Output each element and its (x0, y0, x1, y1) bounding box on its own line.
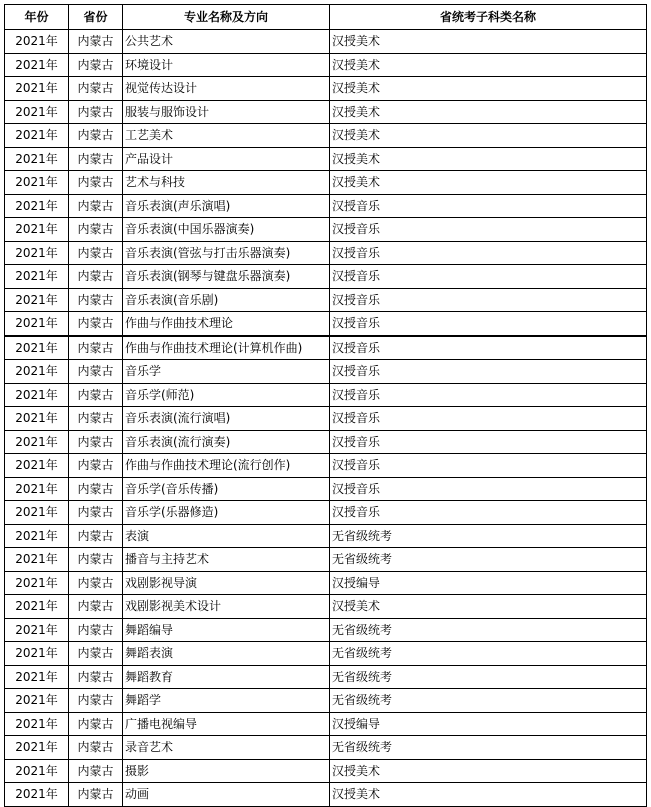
cell-major: 作曲与作曲技术理论 (123, 312, 330, 336)
cell-province: 内蒙古 (69, 642, 123, 666)
header-major: 专业名称及方向 (123, 5, 330, 30)
table-row (5, 218, 647, 242)
cell-major: 作曲与作曲技术理论(计算机作曲) (123, 336, 330, 360)
table-row (5, 524, 647, 548)
table-body (5, 30, 647, 807)
cell-province: 内蒙古 (69, 430, 123, 454)
cell-major: 音乐表演(钢琴与键盘乐器演奏) (123, 265, 330, 289)
cell-province: 内蒙古 (69, 100, 123, 124)
cell-subcategory: 汉授音乐 (330, 383, 647, 407)
cell-major: 舞蹈编导 (123, 618, 330, 642)
cell-year: 2021年 (5, 77, 69, 101)
cell-subcategory: 汉授美术 (330, 783, 647, 807)
cell-province: 内蒙古 (69, 454, 123, 478)
cell-subcategory: 汉授音乐 (330, 454, 647, 478)
table-header-row (5, 5, 647, 30)
table-row (5, 736, 647, 760)
cell-year: 2021年 (5, 430, 69, 454)
majors-table (4, 4, 647, 807)
cell-subcategory: 汉授美术 (330, 759, 647, 783)
cell-major: 音乐表演(中国乐器演奏) (123, 218, 330, 242)
cell-major: 服装与服饰设计 (123, 100, 330, 124)
cell-province: 内蒙古 (69, 194, 123, 218)
cell-province: 内蒙古 (69, 595, 123, 619)
cell-major: 摄影 (123, 759, 330, 783)
cell-province: 内蒙古 (69, 383, 123, 407)
table-row (5, 265, 647, 289)
cell-year: 2021年 (5, 124, 69, 148)
cell-subcategory: 汉授音乐 (330, 218, 647, 242)
cell-year: 2021年 (5, 407, 69, 431)
cell-subcategory: 汉授音乐 (330, 501, 647, 525)
cell-subcategory: 汉授美术 (330, 124, 647, 148)
cell-major: 录音艺术 (123, 736, 330, 760)
cell-major: 音乐表演(声乐演唱) (123, 194, 330, 218)
table-row (5, 30, 647, 54)
cell-year: 2021年 (5, 288, 69, 312)
cell-province: 内蒙古 (69, 477, 123, 501)
table-row (5, 194, 647, 218)
cell-major: 音乐学(乐器修造) (123, 501, 330, 525)
cell-province: 内蒙古 (69, 265, 123, 289)
cell-province: 内蒙古 (69, 524, 123, 548)
cell-major: 音乐表演(音乐剧) (123, 288, 330, 312)
cell-major: 工艺美术 (123, 124, 330, 148)
cell-year: 2021年 (5, 571, 69, 595)
header-province: 省份 (69, 5, 123, 30)
table-row (5, 548, 647, 572)
cell-major: 作曲与作曲技术理论(流行创作) (123, 454, 330, 478)
table-row (5, 241, 647, 265)
cell-major: 音乐表演(管弦与打击乐器演奏) (123, 241, 330, 265)
cell-major: 舞蹈表演 (123, 642, 330, 666)
cell-province: 内蒙古 (69, 571, 123, 595)
table-row (5, 618, 647, 642)
cell-major: 艺术与科技 (123, 171, 330, 195)
cell-year: 2021年 (5, 336, 69, 360)
cell-province: 内蒙古 (69, 77, 123, 101)
table-row (5, 501, 647, 525)
cell-province: 内蒙古 (69, 712, 123, 736)
cell-subcategory: 汉授编导 (330, 712, 647, 736)
header-subcategory: 省统考子科类名称 (330, 5, 647, 30)
cell-year: 2021年 (5, 454, 69, 478)
cell-year: 2021年 (5, 194, 69, 218)
cell-year: 2021年 (5, 147, 69, 171)
cell-subcategory: 汉授音乐 (330, 477, 647, 501)
table-row (5, 77, 647, 101)
cell-major: 音乐学(音乐传播) (123, 477, 330, 501)
cell-province: 内蒙古 (69, 241, 123, 265)
cell-subcategory: 汉授美术 (330, 53, 647, 77)
table-row (5, 171, 647, 195)
cell-province: 内蒙古 (69, 30, 123, 54)
cell-major: 舞蹈教育 (123, 665, 330, 689)
cell-subcategory: 汉授音乐 (330, 336, 647, 360)
cell-province: 内蒙古 (69, 501, 123, 525)
cell-province: 内蒙古 (69, 53, 123, 77)
cell-year: 2021年 (5, 218, 69, 242)
table-row (5, 571, 647, 595)
cell-major: 产品设计 (123, 147, 330, 171)
cell-subcategory: 无省级统考 (330, 736, 647, 760)
table-row (5, 642, 647, 666)
cell-province: 内蒙古 (69, 336, 123, 360)
cell-province: 内蒙古 (69, 759, 123, 783)
cell-subcategory: 汉授美术 (330, 100, 647, 124)
cell-subcategory: 无省级统考 (330, 689, 647, 713)
cell-subcategory: 汉授音乐 (330, 312, 647, 336)
cell-major: 播音与主持艺术 (123, 548, 330, 572)
table-row (5, 312, 647, 336)
cell-subcategory: 无省级统考 (330, 618, 647, 642)
cell-year: 2021年 (5, 53, 69, 77)
cell-province: 内蒙古 (69, 783, 123, 807)
cell-province: 内蒙古 (69, 218, 123, 242)
table-row (5, 712, 647, 736)
cell-subcategory: 汉授音乐 (330, 360, 647, 384)
cell-major: 音乐表演(流行演奏) (123, 430, 330, 454)
cell-subcategory: 汉授美术 (330, 30, 647, 54)
table-row (5, 477, 647, 501)
cell-year: 2021年 (5, 241, 69, 265)
cell-year: 2021年 (5, 265, 69, 289)
cell-major: 音乐表演(流行演唱) (123, 407, 330, 431)
cell-major: 戏剧影视导演 (123, 571, 330, 595)
table-row (5, 360, 647, 384)
cell-year: 2021年 (5, 736, 69, 760)
cell-subcategory: 汉授音乐 (330, 265, 647, 289)
cell-subcategory: 无省级统考 (330, 524, 647, 548)
table-row (5, 100, 647, 124)
table-row (5, 53, 647, 77)
cell-province: 内蒙古 (69, 736, 123, 760)
cell-subcategory: 汉授音乐 (330, 430, 647, 454)
header-year: 年份 (5, 5, 69, 30)
table-row (5, 383, 647, 407)
cell-subcategory: 汉授音乐 (330, 407, 647, 431)
table-row (5, 689, 647, 713)
cell-province: 内蒙古 (69, 618, 123, 642)
cell-year: 2021年 (5, 618, 69, 642)
cell-major: 广播电视编导 (123, 712, 330, 736)
cell-province: 内蒙古 (69, 407, 123, 431)
cell-year: 2021年 (5, 642, 69, 666)
cell-year: 2021年 (5, 30, 69, 54)
cell-major: 视觉传达设计 (123, 77, 330, 101)
cell-year: 2021年 (5, 595, 69, 619)
table-row (5, 288, 647, 312)
cell-province: 内蒙古 (69, 360, 123, 384)
cell-year: 2021年 (5, 383, 69, 407)
cell-year: 2021年 (5, 312, 69, 336)
cell-subcategory: 无省级统考 (330, 665, 647, 689)
cell-year: 2021年 (5, 360, 69, 384)
table-row (5, 665, 647, 689)
cell-major: 环境设计 (123, 53, 330, 77)
table-row (5, 454, 647, 478)
cell-subcategory: 汉授美术 (330, 171, 647, 195)
cell-subcategory: 汉授音乐 (330, 288, 647, 312)
cell-year: 2021年 (5, 477, 69, 501)
cell-subcategory: 无省级统考 (330, 642, 647, 666)
cell-major: 动画 (123, 783, 330, 807)
cell-province: 内蒙古 (69, 288, 123, 312)
cell-province: 内蒙古 (69, 665, 123, 689)
cell-province: 内蒙古 (69, 548, 123, 572)
table-row (5, 147, 647, 171)
cell-province: 内蒙古 (69, 171, 123, 195)
cell-province: 内蒙古 (69, 147, 123, 171)
cell-year: 2021年 (5, 548, 69, 572)
table-row (5, 407, 647, 431)
cell-year: 2021年 (5, 759, 69, 783)
table-row (5, 124, 647, 148)
cell-major: 公共艺术 (123, 30, 330, 54)
cell-year: 2021年 (5, 783, 69, 807)
table-row (5, 783, 647, 807)
cell-major: 舞蹈学 (123, 689, 330, 713)
cell-major: 音乐学(师范) (123, 383, 330, 407)
cell-province: 内蒙古 (69, 124, 123, 148)
cell-year: 2021年 (5, 524, 69, 548)
cell-year: 2021年 (5, 100, 69, 124)
cell-year: 2021年 (5, 501, 69, 525)
cell-year: 2021年 (5, 712, 69, 736)
cell-subcategory: 汉授音乐 (330, 241, 647, 265)
cell-subcategory: 汉授美术 (330, 77, 647, 101)
table-row (5, 759, 647, 783)
cell-subcategory: 汉授编导 (330, 571, 647, 595)
cell-year: 2021年 (5, 689, 69, 713)
cell-major: 戏剧影视美术设计 (123, 595, 330, 619)
cell-subcategory: 汉授美术 (330, 595, 647, 619)
cell-province: 内蒙古 (69, 689, 123, 713)
cell-major: 音乐学 (123, 360, 330, 384)
cell-subcategory: 汉授美术 (330, 147, 647, 171)
cell-subcategory: 无省级统考 (330, 548, 647, 572)
cell-year: 2021年 (5, 665, 69, 689)
table-row (5, 336, 647, 360)
table-row (5, 430, 647, 454)
table-row (5, 595, 647, 619)
cell-province: 内蒙古 (69, 312, 123, 336)
cell-year: 2021年 (5, 171, 69, 195)
cell-major: 表演 (123, 524, 330, 548)
cell-subcategory: 汉授音乐 (330, 194, 647, 218)
